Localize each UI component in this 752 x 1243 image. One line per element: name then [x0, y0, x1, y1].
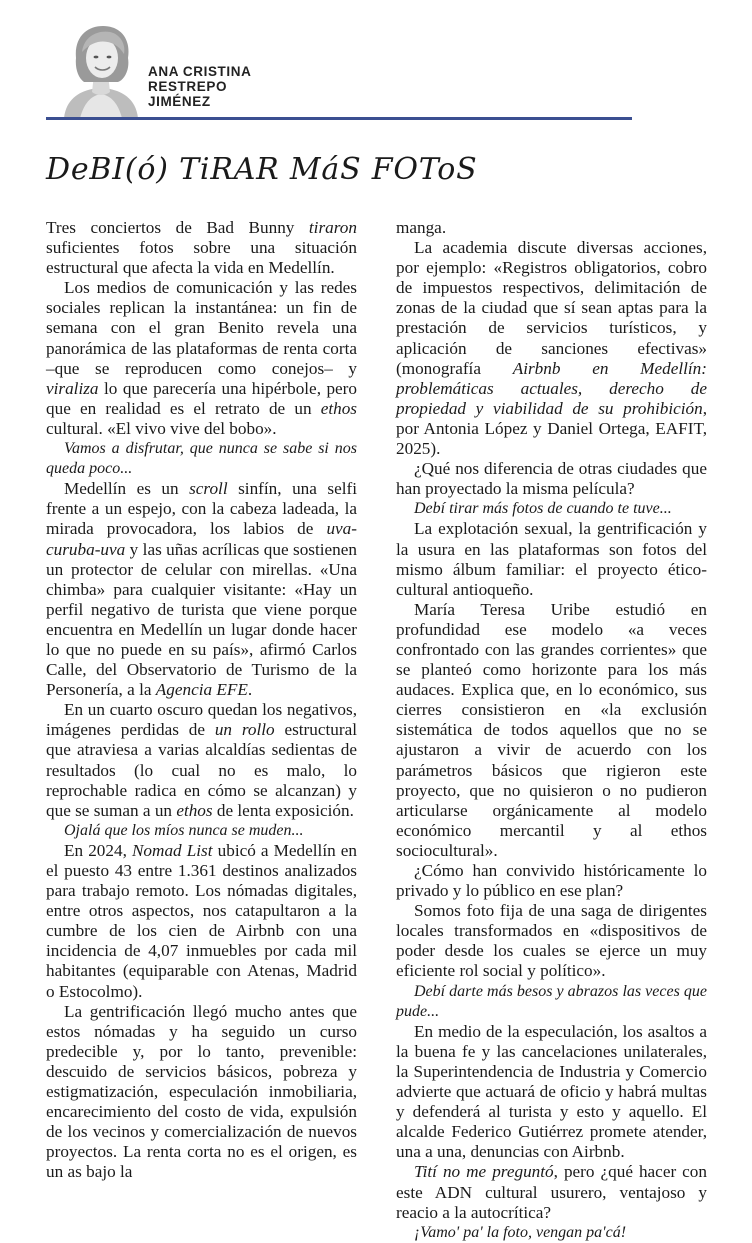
paragraph: Tití no me preguntó, pero ¿qué hacer con este ADN cultural usurero, ventajoso y reacio a la autocrítica? [396, 1162, 707, 1222]
paragraph: En 2024, Nomad List ubicó a Medellín en el puesto 43 entre 1.361 destinos analizados para trabajo remoto. Los nómadas digitales, entre otros aspectos, nos catapultaron a la cumbre de los cien de Airbnb con una incidencia de 4,07 inmuebles por cada mil habitantes (equiparable con Atenas, Madrid o Estocolmo). [46, 840, 358, 1001]
paragraph: Tres conciertos de Bad Bunny tiraron suficientes fotos sobre una situación estructural que afecta la vida en Medellín. [46, 218, 357, 278]
left-column [46, 218, 357, 1183]
right-column [396, 218, 707, 1243]
paragraph: Somos foto fija de una saga de dirigentes locales transformados en «dispositivos de poder desde los cuales se ejerce un muy eficiente rol social y político». [396, 901, 707, 981]
author-name-line: JIMÉNEZ [148, 94, 211, 109]
paragraph: ¿Cómo han convivido históricamente lo privado y lo público en ese plan? [396, 861, 707, 901]
lyric-quote: Debí darte más besos y abrazos las veces que pude... [396, 982, 707, 1020]
paragraph: ¿Qué nos diferencia de otras ciudades que han proyectado la misma película? [396, 459, 707, 499]
lyric-quote: Debí tirar más fotos de cuando te tuve... [414, 500, 672, 518]
header-rule [46, 117, 632, 120]
author-portrait-icon [58, 22, 144, 118]
author-name-line: RESTREPO [148, 79, 228, 94]
paragraph: Medellín es un scroll sinfín, una selfi frente a un espejo, con la cabeza ladeada, la mirada provocadora, los labios de uva-curuba-uva y las uñas acrílicas que sostienen un protector de celular con mirellas. «Una chimba» para cualquier visitante: «Hay un perfil negativo de turista que viene porque encuentra en Medellín un lugar donde hacer lo que no puede en su país», afirmó Carlos Calle, del Observatorio de Turismo de la Personería, a la Agencia EFE. [46, 479, 357, 700]
lyric-quote: Ojalá que los míos nunca se muden... [64, 821, 304, 839]
paragraph: En un cuarto oscuro quedan los negativos, imágenes perdidas de un rollo estructural que atraviesa a varias alcaldías sedientas de resultados (lo cual no es malo, lo reprochable radica en cómo se alcanzan) y que se suman a un ethos de lenta exposición. [46, 700, 357, 820]
paragraph: La explotación sexual, la gentrificación y la usura en las plataformas son fotos del mismo álbum familiar: el proyecto ético-cultural antioqueño. [396, 519, 707, 599]
author-name [148, 64, 251, 109]
paragraph: La gentrificación llegó mucho antes que estos nómadas y ha seguido un curso predecible y, por lo tanto, prevenible: descuido de servicios básicos, pobreza y estigmatización, especulación inmobiliaria, encarecimiento del costo de vida, expulsión de los vecinos y comercialización de nuevos proyectos. La renta corta no es el origen, es un as bajo la [46, 1001, 357, 1182]
paragraph: Los medios de comunicación y las redes sociales replican la instantánea: un fin de semana con el gran Benito revela una panorámica de las plataformas de renta corta –que se reproducen como conejos– y viraliza lo que parecería una hipérbole, pero que en realidad es el retrato de un ethos cultural. «El vivo vive del bobo». [46, 278, 357, 438]
paragraph: En medio de la especulación, los asaltos a la buena fe y las cancelaciones unilaterales, la Superintendencia de Industria y Comercio advierte que actuará de oficio y habrá multas y defenderá al turista y esto y aquello. El alcalde Federico Gutiérrez promete atender, una a una, denuncias con Airbnb. [396, 1021, 707, 1162]
paragraph: La academia discute diversas acciones, por ejemplo: «Registros obligatorios, cobro de impuestos respectivos, delimitación de zonas de la ciudad que sí sean aptas para la prestación de servicios turísticos, y aplicación de sanciones efectivas» (monografía Airbnb en Medellín: problemáticas actuales, derecho de propiedad y viabilidad de su prohibición, por Antonia López y Daniel Ortega, EAFIT, 2025). [396, 238, 707, 459]
author-photo [58, 22, 144, 118]
author-name-line: ANA CRISTINA [148, 64, 252, 79]
paragraph: manga. [396, 218, 447, 237]
lyric-quote: Vamos a disfrutar, que nunca se sabe si nos queda poco... [46, 440, 357, 478]
lyric-quote: ¡Vamo' pa' la foto, vengan pa'cá! [414, 1223, 627, 1241]
article-title: DeBI(ó) TiRAR MáS FOToS [46, 152, 478, 187]
column-header [0, 0, 752, 124]
paragraph: María Teresa Uribe estudió en profundidad ese modelo «a veces confrontado con las grandes corrientes» que se planteó como horizonte para los más audaces. Explica que, en lo económico, sus cierres consistieron en «la exclusión sistemática de todos aquellos que no se ajustaron a vivir de acuerdo con los parámetros básicos que rigieron este proyecto, que no quisieron o no pudieron articularse orgánicamente al modelo económico mercantil y al ethos sociocultural». [396, 599, 707, 860]
